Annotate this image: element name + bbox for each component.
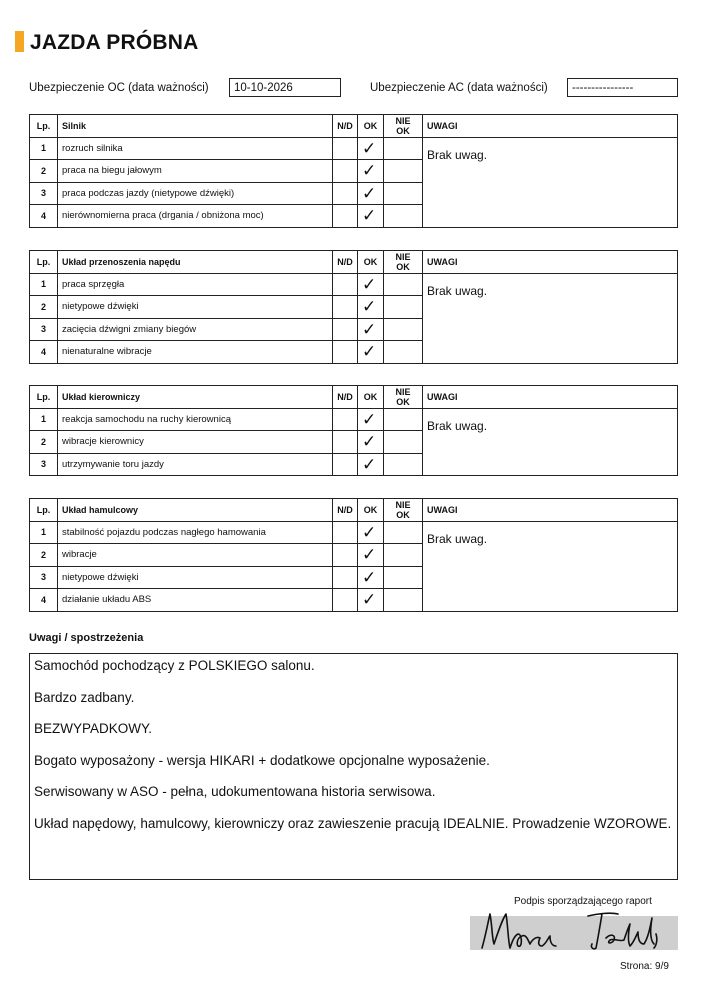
header-ok: OK [358,499,384,522]
row-label: praca podczas jazdy (nietypowe dźwięki) [58,182,333,205]
notes-paragraph: BEZWYPADKOWY. [34,721,153,736]
check-icon: ✓ [358,273,384,296]
header-uwagi: UWAGI [423,386,678,409]
row-number: 3 [30,182,58,205]
row-label: wibracje kierownicy [58,431,333,454]
header-nd: N/D [333,115,358,138]
row-label: nietypowe dźwięki [58,296,333,319]
check-icon: ✓ [358,160,384,183]
nd-cell [333,408,358,431]
nd-cell [333,137,358,160]
row-label: praca na biegu jałowym [58,160,333,183]
section-name: Układ hamulcowy [58,499,333,522]
notes-paragraph: Bardzo zadbany. [34,689,135,705]
check-icon: ✓ [358,318,384,341]
row-label: zacięcia dźwigni zmiany biegów [58,318,333,341]
table-row [30,273,678,296]
row-number: 1 [30,137,58,160]
row-number: 2 [30,160,58,183]
check-icon: ✓ [358,341,384,364]
section-name: Układ kierowniczy [58,386,333,409]
header-nd: N/D [333,251,358,274]
signature-box [470,916,678,950]
nie-ok-cell [384,589,423,612]
header-nie-ok: NIE OK [384,251,423,274]
table-row [30,137,678,160]
nd-cell [333,160,358,183]
row-number: 2 [30,544,58,567]
row-label: rozruch silnika [58,137,333,160]
row-number: 4 [30,589,58,612]
notes-paragraph: Bogato wyposażony - wersja HIKARI + dodatkowe opcjonalne wyposażenie. [34,752,490,768]
row-label: reakcja samochodu na ruchy kierownicą [58,408,333,431]
nd-cell [333,431,358,454]
row-label: nienaturalne wibracje [58,341,333,364]
nie-ok-cell [384,296,423,319]
remarks-cell: Brak uwag. [423,408,678,476]
nd-cell [333,453,358,476]
notes-paragraph: Serwisowany w ASO - pełna, udokumentowana historia serwisowa. [34,784,436,799]
check-icon: ✓ [358,182,384,205]
row-number: 1 [30,273,58,296]
header-lp: Lp. [30,386,58,409]
notes-title: Uwagi / spostrzeżenia [29,632,144,644]
section-name: Silnik [58,115,333,138]
header-ok: OK [358,115,384,138]
check-icon: ✓ [358,296,384,319]
check-icon: ✓ [358,408,384,431]
nd-cell [333,296,358,319]
notes-paragraph: Samochód pochodzący z POLSKIEGO salonu. [34,658,315,673]
notes-box [29,653,678,880]
page-number: Strona: 9/9 [620,961,669,972]
header-nd: N/D [333,386,358,409]
notes-paragraph: Układ napędowy, hamulcowy, kierowniczy oraz zawieszenie pracują IDEALNIE. Prowadzenie WZOROWE. [34,815,672,831]
nie-ok-cell [384,205,423,228]
nd-cell [333,341,358,364]
page-title: JAZDA PRÓBNA [30,31,199,54]
remarks-cell: Brak uwag. [423,273,678,363]
nie-ok-cell [384,453,423,476]
row-number: 4 [30,341,58,364]
row-number: 1 [30,521,58,544]
header-uwagi: UWAGI [423,115,678,138]
signature-label: Podpis sporządzającego raport [514,896,652,907]
nie-ok-cell [384,341,423,364]
remarks-cell: Brak uwag. [423,137,678,227]
section-name: Układ przenoszenia napędu [58,251,333,274]
row-label: utrzymywanie toru jazdy [58,453,333,476]
row-number: 1 [30,408,58,431]
section-table [29,114,678,228]
nd-cell [333,182,358,205]
check-icon: ✓ [358,566,384,589]
nd-cell [333,273,358,296]
header-lp: Lp. [30,251,58,274]
remarks-cell: Brak uwag. [423,521,678,611]
row-label: nierównomierna praca (drgania / obniżona moc) [58,205,333,228]
nd-cell [333,544,358,567]
nd-cell [333,521,358,544]
nie-ok-cell [384,273,423,296]
row-label: działanie układu ABS [58,589,333,612]
header-ok: OK [358,386,384,409]
row-number: 4 [30,205,58,228]
header-lp: Lp. [30,499,58,522]
check-icon: ✓ [358,453,384,476]
nie-ok-cell [384,566,423,589]
nie-ok-cell [384,431,423,454]
check-icon: ✓ [358,205,384,228]
header-uwagi: UWAGI [423,251,678,274]
row-number: 3 [30,566,58,589]
ac-insurance-label: Ubezpieczenie AC (data ważności) [370,82,548,94]
header-nie-ok: NIE OK [384,115,423,138]
row-number: 2 [30,431,58,454]
nie-ok-cell [384,521,423,544]
check-icon: ✓ [358,431,384,454]
check-icon: ✓ [358,137,384,160]
table-row [30,521,678,544]
header-ok: OK [358,251,384,274]
row-label: praca sprzęgła [58,273,333,296]
row-number: 3 [30,453,58,476]
row-number: 3 [30,318,58,341]
nd-cell [333,566,358,589]
header-uwagi: UWAGI [423,499,678,522]
header-nie-ok: NIE OK [384,499,423,522]
header-nd: N/D [333,499,358,522]
nie-ok-cell [384,160,423,183]
nie-ok-cell [384,318,423,341]
check-icon: ✓ [358,544,384,567]
section-table [29,385,678,476]
nd-cell [333,318,358,341]
nie-ok-cell [384,182,423,205]
header-lp: Lp. [30,115,58,138]
oc-insurance-field: 10-10-2026 [229,78,341,97]
check-icon: ✓ [358,521,384,544]
row-number: 2 [30,296,58,319]
title-accent-bar [15,31,24,52]
ac-insurance-field: ---------------- [567,78,678,97]
section-table [29,498,678,612]
nd-cell [333,589,358,612]
check-icon: ✓ [358,589,384,612]
nd-cell [333,205,358,228]
header-nie-ok: NIE OK [384,386,423,409]
signature-image [478,904,668,956]
row-label: wibracje [58,544,333,567]
table-row [30,408,678,431]
oc-insurance-label: Ubezpieczenie OC (data ważności) [29,82,209,94]
row-label: nietypowe dźwięki [58,566,333,589]
row-label: stabilność pojazdu podczas nagłego hamowania [58,521,333,544]
nie-ok-cell [384,408,423,431]
nie-ok-cell [384,544,423,567]
section-table [29,250,678,364]
nie-ok-cell [384,137,423,160]
